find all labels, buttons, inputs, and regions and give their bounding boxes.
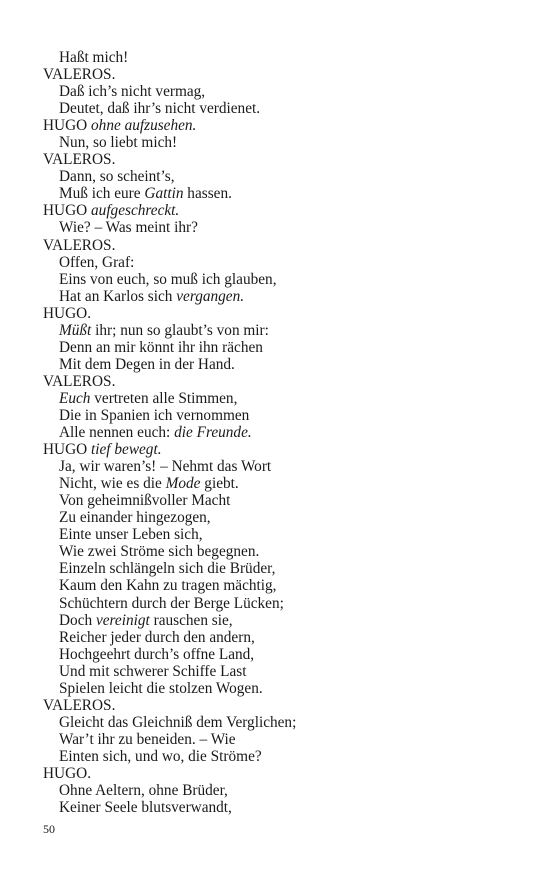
text-run: Deutet, daß ihr’s nicht verdienet. bbox=[59, 100, 261, 118]
text-run: Denn an mir könnt ihr ihn rächen bbox=[59, 338, 263, 356]
text-run: VALEROS. bbox=[43, 372, 116, 390]
text-run: Nicht, wie es die bbox=[59, 475, 166, 493]
text-run: Keiner Seele blutsverwandt, bbox=[59, 799, 232, 817]
verse-line bbox=[43, 612, 523, 629]
text-run: Alle nennen euch: bbox=[59, 424, 175, 442]
verse-line bbox=[43, 356, 523, 373]
play-text bbox=[43, 49, 523, 816]
text-run: Die in Spanien ich vernommen bbox=[59, 406, 250, 424]
text-run: giebt. bbox=[200, 475, 239, 493]
italic-text: ohne aufzusehen. bbox=[91, 117, 197, 135]
text-run: Spielen leicht die stolzen Wogen. bbox=[59, 679, 263, 697]
text-run: Gleicht das Gleichniß dem Verglichen; bbox=[59, 713, 297, 731]
text-run: vertreten alle Stimmen, bbox=[90, 389, 238, 407]
verse-line bbox=[43, 83, 523, 100]
verse-line bbox=[43, 714, 523, 731]
text-run: hassen. bbox=[183, 185, 232, 203]
verse-line bbox=[43, 219, 523, 236]
text-run: Einzeln schlängeln sich die Brüder, bbox=[59, 560, 276, 578]
speaker-line bbox=[43, 697, 523, 714]
text-run: Hat an Karlos sich bbox=[59, 287, 177, 305]
text-run: VALEROS. bbox=[43, 66, 116, 84]
verse-line bbox=[43, 407, 523, 424]
text-run: HUGO bbox=[43, 441, 92, 459]
text-run: Mit dem Degen in der Hand. bbox=[59, 355, 235, 373]
italic-text: Müßt bbox=[59, 321, 92, 339]
verse-line bbox=[43, 168, 523, 185]
italic-text: vergangen. bbox=[176, 287, 245, 305]
text-run: Hochgeehrt durch’s offne Land, bbox=[59, 645, 255, 663]
text-run: Ja, wir waren’s! – Nehmt das Wort bbox=[59, 458, 272, 476]
italic-text: Gattin bbox=[144, 185, 184, 203]
italic-text: tief bewegt. bbox=[91, 441, 162, 459]
verse-line bbox=[43, 543, 523, 560]
text-run: Muß ich eure bbox=[59, 185, 145, 203]
verse-line bbox=[43, 424, 523, 441]
verse-line bbox=[43, 322, 523, 339]
verse-line bbox=[43, 595, 523, 612]
text-run: Daß ich’s nicht vermag, bbox=[59, 83, 206, 101]
verse-line bbox=[43, 134, 523, 151]
verse-line bbox=[43, 492, 523, 509]
verse-line bbox=[43, 731, 523, 748]
speaker-line bbox=[43, 373, 523, 390]
verse-line bbox=[43, 339, 523, 356]
italic-text: Mode bbox=[165, 475, 201, 493]
italic-text: die Freunde. bbox=[174, 424, 252, 442]
verse-line bbox=[43, 680, 523, 697]
verse-line bbox=[43, 390, 523, 407]
verse-line bbox=[43, 799, 523, 816]
verse-line bbox=[43, 577, 523, 594]
text-run: Eins von euch, so muß ich glauben, bbox=[59, 270, 277, 288]
verse-line bbox=[43, 509, 523, 526]
verse-line bbox=[43, 782, 523, 799]
page-number: 50 bbox=[43, 822, 55, 836]
verse-line bbox=[43, 560, 523, 577]
verse-line bbox=[43, 458, 523, 475]
text-run: Schüchtern durch der Berge Lücken; bbox=[59, 594, 284, 612]
text-run: VALEROS. bbox=[43, 151, 116, 169]
verse-line bbox=[43, 475, 523, 492]
speaker-line bbox=[43, 765, 523, 782]
speaker-line bbox=[43, 305, 523, 322]
text-run: Dann, so scheint’s, bbox=[59, 168, 175, 186]
text-run: HUGO bbox=[43, 202, 92, 220]
speaker-line bbox=[43, 66, 523, 83]
verse-line bbox=[43, 185, 523, 202]
text-run: HUGO. bbox=[43, 764, 92, 782]
text-run: Ohne Aeltern, ohne Brüder, bbox=[59, 782, 228, 800]
italic-text: Euch bbox=[59, 389, 91, 407]
text-run: Doch bbox=[59, 611, 96, 629]
verse-line bbox=[43, 49, 523, 66]
text-run: rauschen sie, bbox=[149, 611, 233, 629]
speaker-line bbox=[43, 202, 523, 219]
text-run: HUGO bbox=[43, 117, 92, 135]
text-run: VALEROS. bbox=[43, 696, 116, 714]
italic-text: aufgeschreckt. bbox=[91, 202, 180, 220]
text-run: VALEROS. bbox=[43, 236, 116, 254]
italic-text: vereinigt bbox=[95, 611, 150, 629]
verse-line bbox=[43, 629, 523, 646]
verse-line bbox=[43, 288, 523, 305]
text-run: Wie zwei Ströme sich begegnen. bbox=[59, 543, 260, 561]
text-run: Einten sich, und wo, die Ströme? bbox=[59, 747, 262, 765]
text-run: Nun, so liebt mich! bbox=[59, 134, 178, 152]
text-run: Offen, Graf: bbox=[59, 253, 135, 271]
speaker-line bbox=[43, 117, 523, 134]
verse-line bbox=[43, 646, 523, 663]
text-run: HUGO. bbox=[43, 304, 92, 322]
text-run: Von geheimnißvoller Macht bbox=[59, 492, 231, 510]
text-run: Reicher jeder durch den andern, bbox=[59, 628, 255, 646]
text-run: Und mit schwerer Schiffe Last bbox=[59, 662, 247, 680]
verse-line bbox=[43, 663, 523, 680]
verse-line bbox=[43, 100, 523, 117]
text-run: Haßt mich! bbox=[59, 49, 129, 66]
verse-line bbox=[43, 254, 523, 271]
text-run: Einte unser Leben sich, bbox=[59, 526, 203, 544]
text-run: War’t ihr zu beneiden. – Wie bbox=[59, 730, 236, 748]
verse-line bbox=[43, 748, 523, 765]
verse-line bbox=[43, 526, 523, 543]
speaker-line bbox=[43, 151, 523, 168]
text-run: Kaum den Kahn zu tragen mächtig, bbox=[59, 577, 277, 595]
text-run: ihr; nun so glaubt’s von mir: bbox=[91, 321, 269, 339]
speaker-line bbox=[43, 441, 523, 458]
text-run: Zu einander hingezogen, bbox=[59, 509, 211, 527]
text-run: Wie? – Was meint ihr? bbox=[59, 219, 198, 237]
verse-line bbox=[43, 271, 523, 288]
speaker-line bbox=[43, 237, 523, 254]
